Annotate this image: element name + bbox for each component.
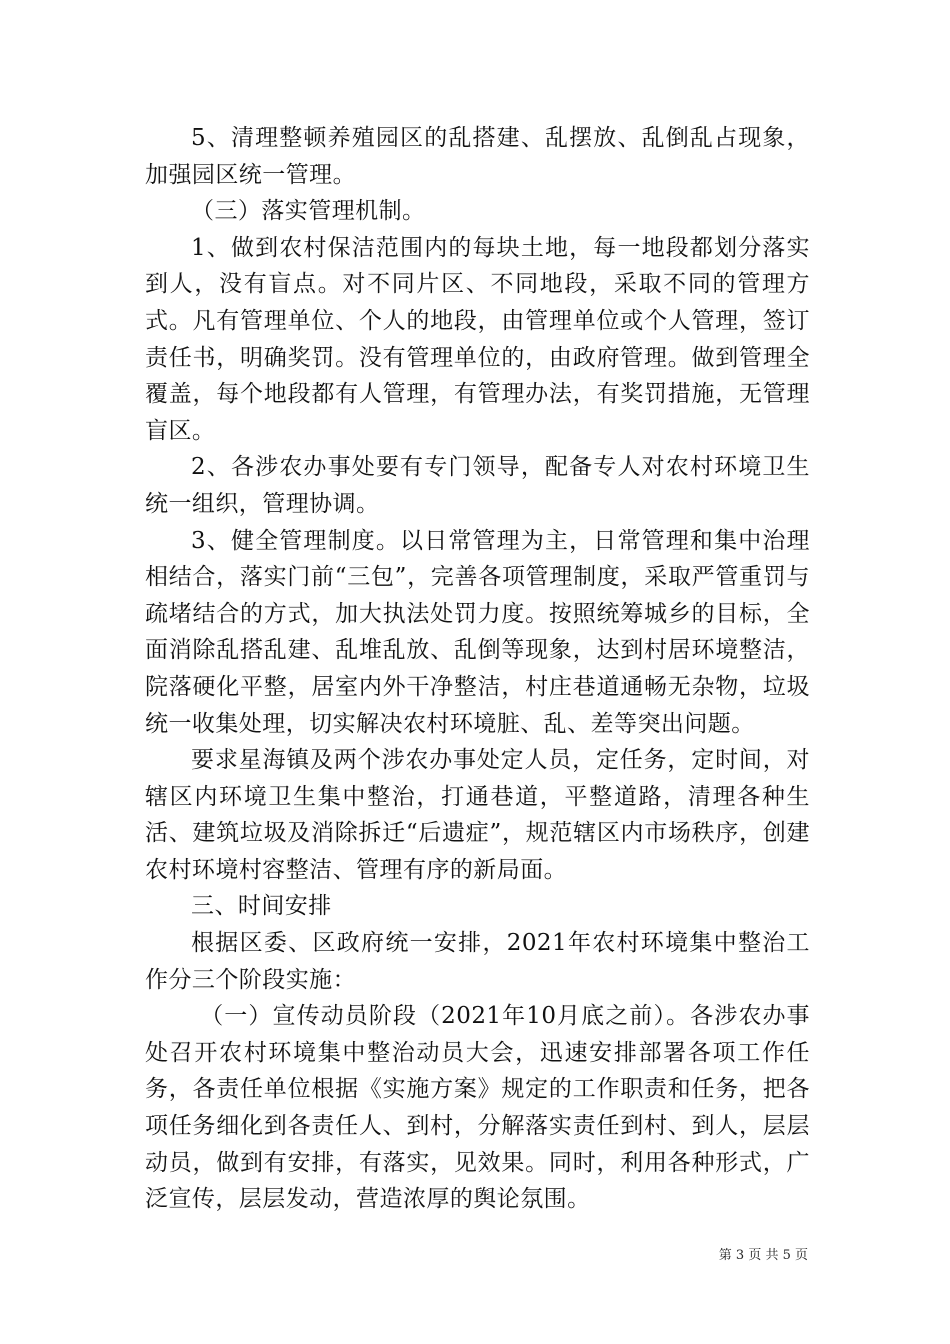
paragraph-stage-1-mobilization: （一）宣传动员阶段（2021年10月底之前）。各涉农办事处召开农村环境集中整治动员大会，迅速安排部署各项工作任务，各责任单位根据《实施方案》规定的工作职责和任务，把各项任务细化到各责任人、到村，分解落实责任到村、到人，层层动员，做到有安排，有落实，见效果。同时，利用各种形式，广泛宣传，层层发动，营造浓厚的舆论氛围。 — [145, 1003, 810, 1213]
paragraph-schedule-intro: 根据区委、区政府统一安排，2021年农村环境集中整治工作分三个阶段实施： — [145, 930, 810, 993]
paragraph-item-1-coverage: 1、做到农村保洁范围内的每块土地，每一地段都划分落实到人，没有盲点。对不同片区、不同地段，采取不同的管理方式。凡有管理单位、个人的地段，由管理单位或个人管理，签订责任书，明确奖罚。没有管理单位的，由政府管理。做到管理全覆盖，每个地段都有人管理，有管理办法，有奖罚措施，无管理盲区。 — [145, 234, 810, 444]
paragraph-requirements: 要求星海镇及两个涉农办事处定人员，定任务，定时间，对辖区内环境卫生集中整治，打通巷道，平整道路，清理各种生活、建筑垃圾及消除拆迁“后遗症”，规范辖区内市场秩序，创建农村环境村容整洁、管理有序的新局面。 — [145, 747, 810, 883]
paragraph-item-5-cleanup: 5、清理整顿养殖园区的乱搭建、乱摆放、乱倒乱占现象，加强园区统一管理。 — [145, 125, 810, 188]
page-number-footer: 第 3 页 共 5 页 — [718, 1248, 808, 1263]
paragraph-item-2-leadership: 2、各涉农办事处要有专门领导，配备专人对农村环境卫生统一组织，管理协调。 — [145, 454, 810, 517]
paragraph-item-3-system: 3、健全管理制度。以日常管理为主，日常管理和集中治理相结合，落实门前“三包”，完善各项管理制度，采取严管重罚与疏堵结合的方式，加大执法处罚力度。按照统筹城乡的目标，全面消除乱搭乱建、乱堆乱放、乱倒等现象，达到村居环境整洁，院落硬化平整，居室内外干净整洁，村庄巷道通畅无杂物，垃圾统一收集处理，切实解决农村环境脏、乱、差等突出问题。 — [145, 527, 810, 737]
section-heading-management-mechanism: （三）落实管理机制。 — [191, 198, 426, 225]
document-body — [145, 120, 810, 1218]
section-heading-schedule: 三、时间安排 — [191, 893, 332, 920]
